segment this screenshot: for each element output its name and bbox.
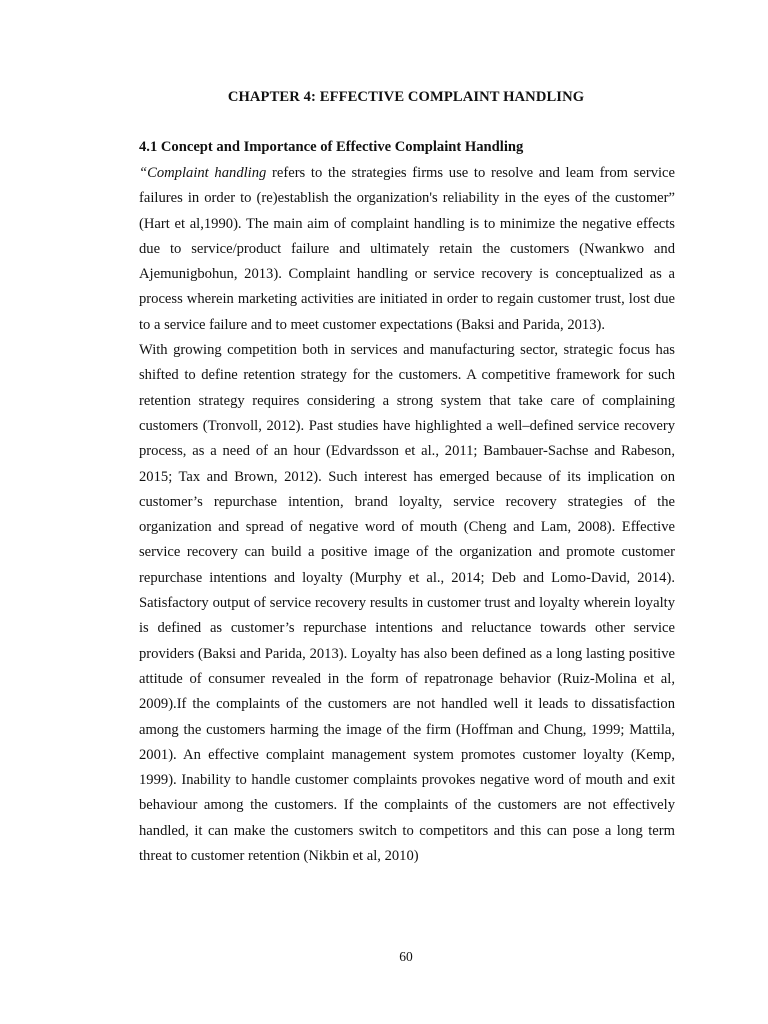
page-number: 60 <box>399 949 413 964</box>
body-text <box>139 161 675 869</box>
chapter-title: CHAPTER 4: EFFECTIVE COMPLAINT HANDLING <box>227 89 585 105</box>
paragraph-1 <box>139 161 675 338</box>
section-heading: 4.1 Concept and Importance of Effective Complaint Handling <box>139 139 524 155</box>
paragraph-1-italic-lead: “Complaint handling <box>139 165 267 181</box>
paragraph-1-text: refers to the strategies firms use to resolve and leam from service failures in order to (re)establish the organization's reliability in the eyes of the customer” (Hart et al,1990). The main aim of complaint handling is to minimize the negative effects due to service/product failure and ultimately retain the customers (Nwankwo and Ajemunigbohun, 2013). Complaint handling or service recovery is conceptualized as a process wherein marketing activities are initiated in order to regain customer trust, lost due to a service failure and to meet customer expectations (Baksi and Parida, 2013). <box>139 165 675 333</box>
paragraph-2: With growing competition both in services and manufacturing sector, strategic focus has shifted to define retention strategy for the customers. A competitive framework for such retention strategy requires considering a strong system that take care of complaining customers (Tronvoll, 2012). Past studies have highlighted a well–defined service recovery process, as a need of an hour (Edvardsson et al., 2011; Bambauer-Sachse and Rabeson, 2015; Tax and Brown, 2012). Such interest has emerged because of its implication on customer’s repurchase intention, brand loyalty, service recovery strategies of the organization and spread of negative word of mouth (Cheng and Lam, 2008). Effective service recovery can build a positive image of the organization and promote customer repurchase intentions and loyalty (Murphy et al., 2014; Deb and Lomo-David, 2014). Satisfactory output of service recovery results in customer trust and loyalty wherein loyalty is defined as customer’s repurchase intentions and reluctance towards other service providers (Baksi and Parida, 2013). Loyalty has also been defined as a long lasting positive attitude of consumer revealed in the form of repatronage behavior (Ruiz-Molina et al, 2009).If the complaints of the customers are not handled well it leads to dissatisfaction among the customers harming the image of the firm (Hoffman and Chung, 1999; Mattila, 2001). An effective complaint management system promotes customer loyalty (Kemp, 1999). Inability to handle customer complaints provokes negative word of mouth and exit behaviour among the customers. If the complaints of the customers are not effectively handled, it can make the customers switch to competitors and this can pose a long term threat to customer retention (Nikbin et al, 2010) <box>139 342 675 865</box>
